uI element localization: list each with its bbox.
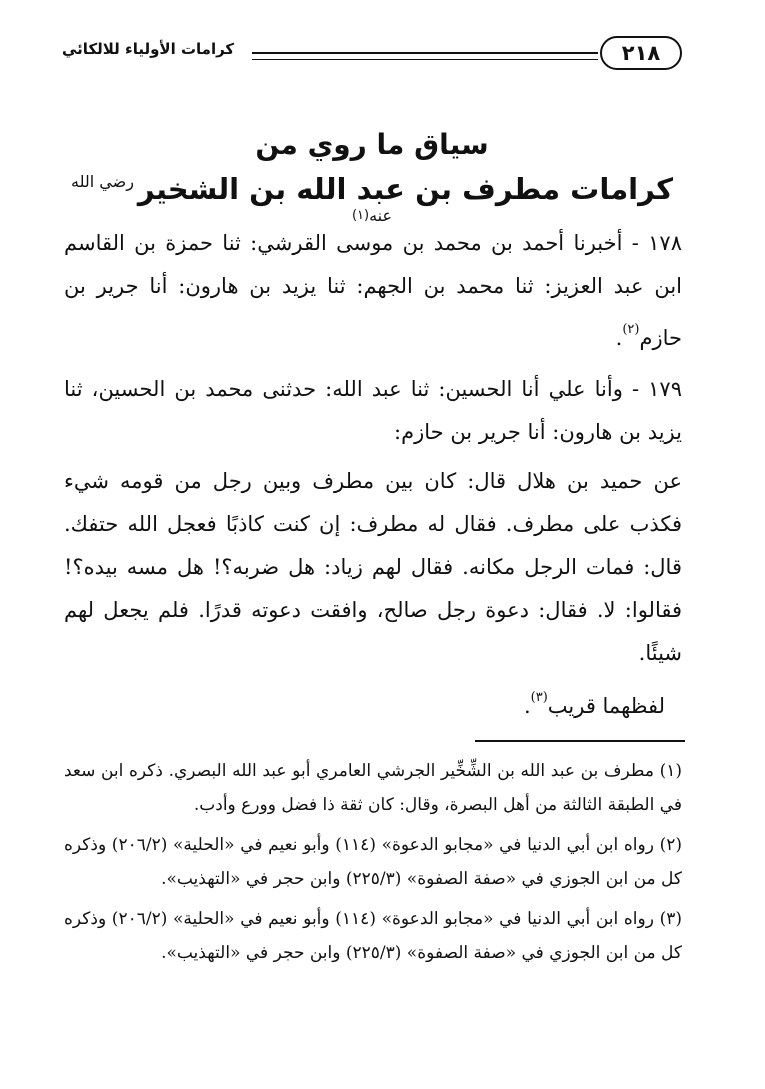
- wording-note-end: .: [523, 694, 531, 718]
- paragraph-179: [64, 368, 682, 454]
- footnote-ref-1: (١): [351, 208, 370, 223]
- paragraph-178-end: .: [615, 326, 623, 350]
- footnote-ref-2: (٢): [622, 322, 640, 337]
- footnote-2: (٢) رواه ابن أبي الدنيا في «مجابو الدعوة» (١١٤) وأبو نعيم في «الحلية» (٢٠٦/٢) وذكره كل من ابن الجوزي في «صفة الصفوة» (٢٢٥/٣) وابن حجر في «التهذيب».: [64, 835, 683, 889]
- page-header: [62, 34, 682, 74]
- honorific: رضي الله عنه: [70, 172, 393, 225]
- header-rule: [252, 52, 598, 60]
- paragraph-narration-text: عن حميد بن هلال قال: كان بين مطرف وبين رجل من قومه شيء فكذب على مطرف. فقال له مطرف: إن كنت كاذبًا فعجل الله حتفك. قال: فمات الرجل مكانه. فقال لهم زياد: هل ضربه؟! هل مسه بيده؟! فقالوا: لا. فقال: دعوة رجل صالح، وافقت دعوته قدرًا. فلم يجعل لهم شيئًا.: [64, 469, 682, 665]
- footnote-separator: [475, 740, 685, 742]
- footnote-3: (٣) رواه ابن أبي الدنيا في «مجابو الدعوة» (١١٤) وأبو نعيم في «الحلية» (٢٠٦/٢) وذكره كل من ابن الجوزي في «صفة الصفوة» (٢٢٥/٣) وابن حجر في «التهذيب».: [64, 909, 683, 963]
- chapter-heading-line-1: سياق ما روي من: [255, 128, 489, 161]
- chapter-heading-title: كرامات مطرف بن عبد الله بن الشخير: [137, 172, 674, 206]
- paragraph-wording-note: [524, 690, 665, 718]
- footnote-ref-3: (٣): [530, 690, 548, 705]
- wording-note-text: لفظهما قريب: [547, 694, 665, 718]
- paragraph-179-text: ١٧٩ - وأنا علي أنا الحسين: ثنا عبد الله: حدثنى محمد بن الحسين، ثنا يزيد بن هارون: أنا جرير بن حازم:: [64, 377, 682, 444]
- page-number: ٢١٨: [600, 36, 682, 70]
- running-title: كرامات الأولياء للالكائي: [62, 40, 235, 58]
- footnotes: [64, 754, 682, 976]
- paragraph-178-text: ١٧٨ - أخبرنا أحمد بن محمد بن موسى القرشي: ثنا حمزة بن القاسم ابن عبد العزيز: ثنا محمد بن الجهم: ثنا يزيد بن هارون: أنا جرير بن حازم: [64, 231, 682, 350]
- paragraph-178: [64, 222, 682, 360]
- footnote-1: (١) مطرف بن عبد الله بن الشِّخِّير الجرشي العامري أبو عبد الله البصري. ذكره ابن سعد في الطبقة الثالثة من أهل البصرة، وقال: كان ثقة ذا فضل وورع وأدب.: [64, 761, 682, 815]
- paragraph-narration: [64, 460, 682, 675]
